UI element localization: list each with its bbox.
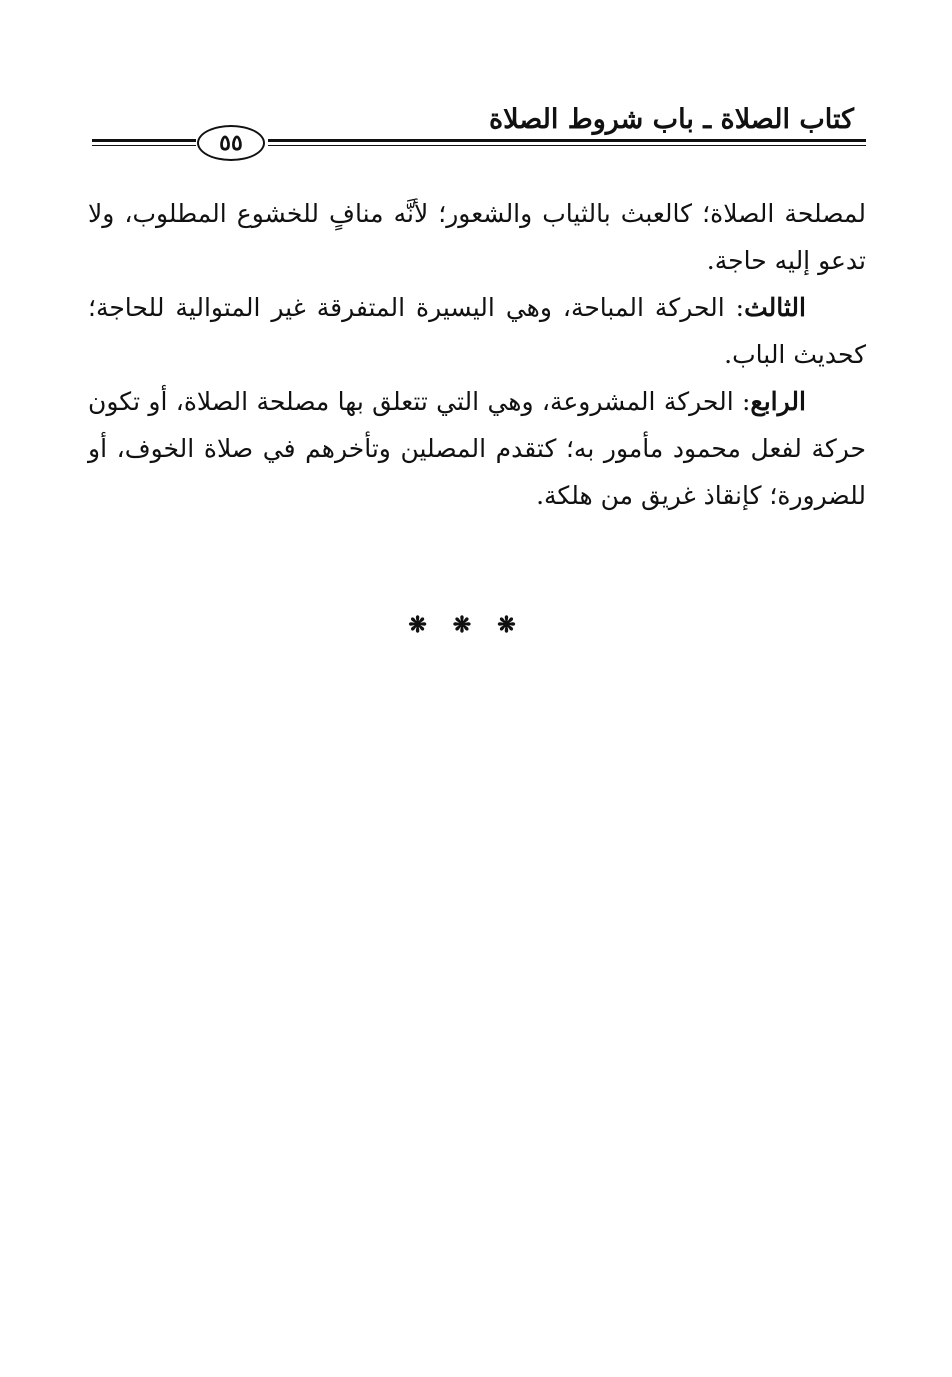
page-number: ٥٥ <box>197 125 265 161</box>
paragraph-fourth <box>88 378 866 519</box>
paragraph-third-text: : الحركة المباحة، وهي اليسيرة المتفرقة غير المتوالية للحاجة؛ كحديث الباب. <box>88 293 866 369</box>
paragraph-third <box>88 284 866 378</box>
paragraph-fourth-text: : الحركة المشروعة، وهي التي تتعلق بها مصلحة الصلاة، أو تكون حركة لفعل محمود مأمور به؛ كتقدم المصلين وتأخرهم في صلاة الخوف، أو للضرورة؛ كإنقاذ غريق من هلكة. <box>88 387 866 510</box>
section-separator: ❋❋❋ <box>408 612 542 638</box>
rule-line-thick <box>268 139 866 142</box>
header-rule-left <box>92 139 196 150</box>
header-rule-right <box>268 139 866 150</box>
rule-line-thick <box>92 139 196 142</box>
running-title: كتاب الصلاة ـ باب شروط الصلاة <box>488 104 854 135</box>
term-third: الثالث <box>744 293 806 322</box>
rule-line-thin <box>268 145 866 146</box>
rule-line-thin <box>92 145 196 146</box>
paragraph-continuation: لمصلحة الصلاة؛ كالعبث بالثياب والشعور؛ لأنَّه منافٍ للخشوع المطلوب، ولا تدعو إليه حاجة. <box>88 199 866 275</box>
term-fourth: الرابع <box>750 387 806 416</box>
body-text <box>88 190 866 519</box>
